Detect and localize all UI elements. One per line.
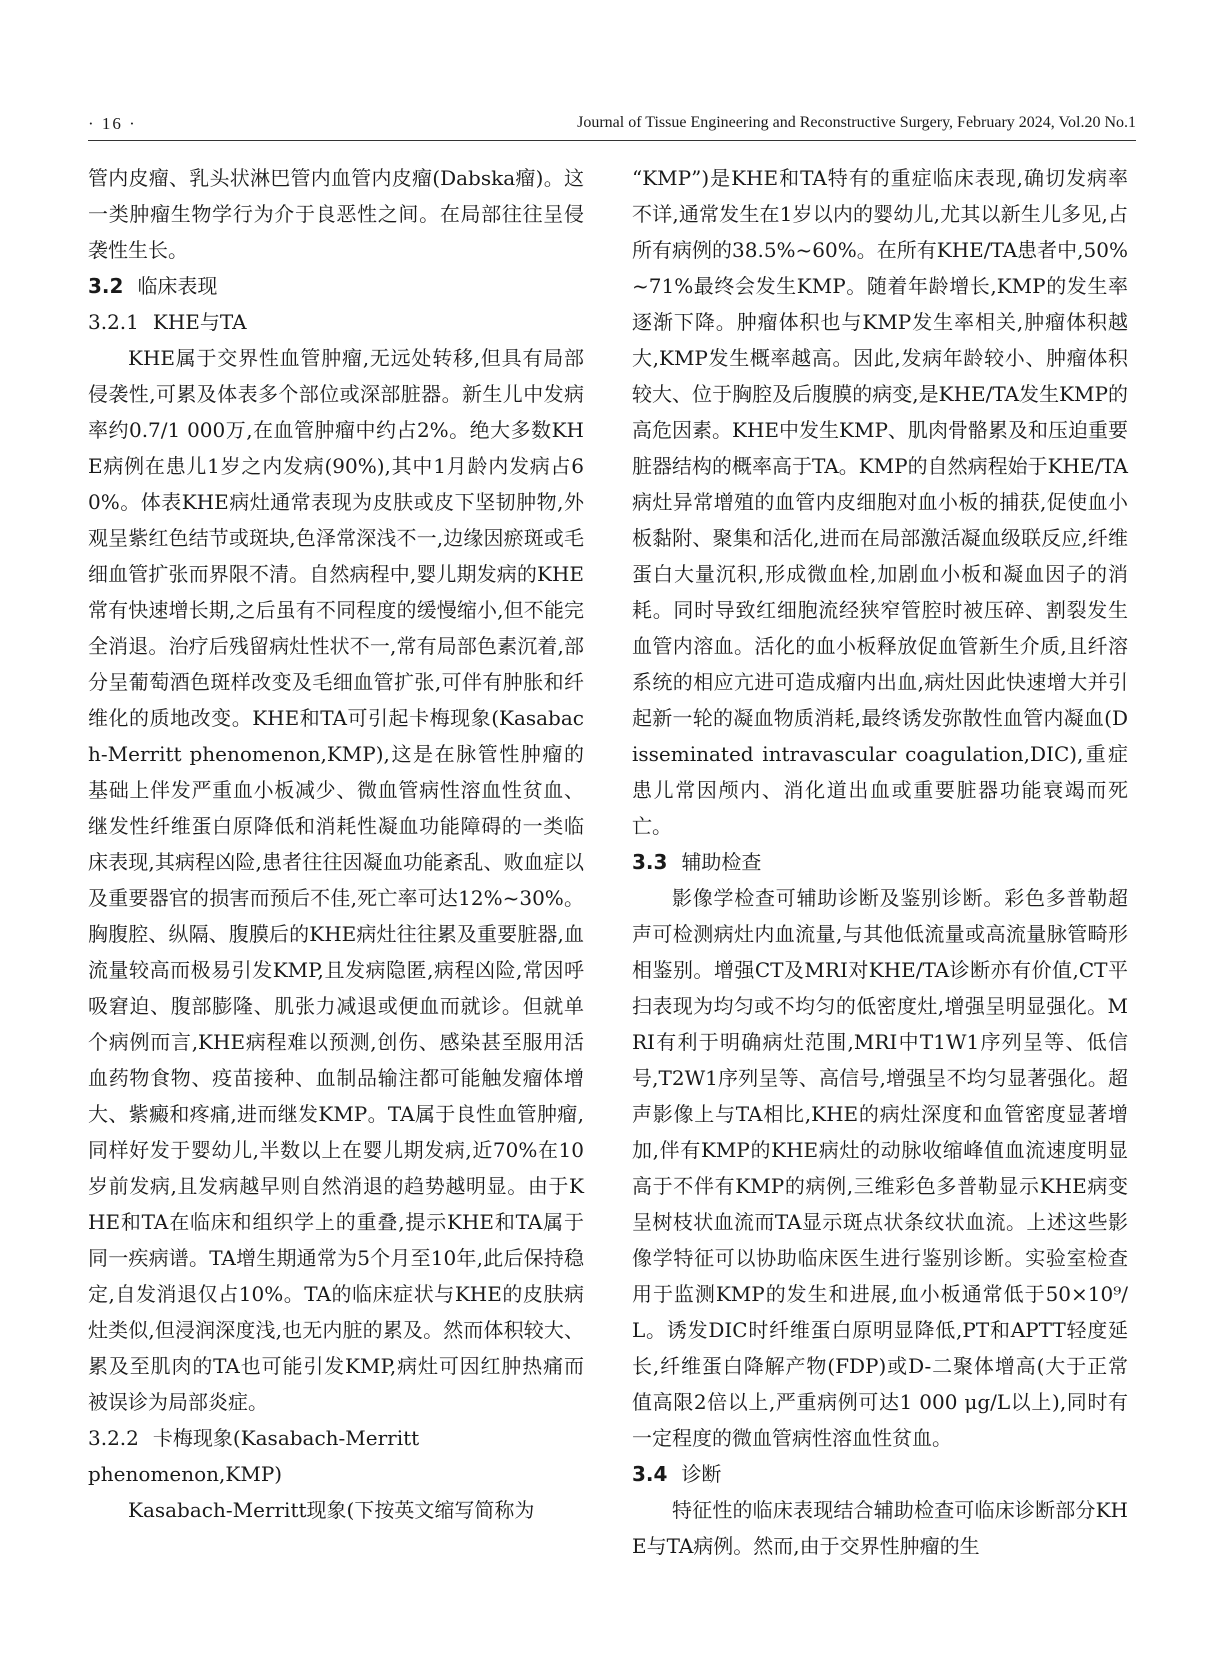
section-heading-3-4: [632, 1456, 1128, 1492]
section-heading-3-2: [88, 268, 584, 304]
section-title: 诊断: [681, 1462, 722, 1486]
kmp-paragraph-continued: “KMP”)是KHE和TA特有的重症临床表现,确切发病率不详,通常发生在1岁以内的婴幼儿,尤其以新生儿多见,占所有病例的38.5%~60%。在所有KHE/TA患者中,50%~71%最终会发生KMP。随着年龄增长,KMP的发生率逐渐下降。肿瘤体积也与KMP发生率相关,肿瘤体积越大,KMP发生概率越高。因此,发病年龄较小、肿瘤体积较大、位于胸腔及后腹膜的病变,是KHE/TA发生KMP的高危因素。KHE中发生KMP、肌肉骨骼累及和压迫重要脏器结构的概率高于TA。KMP的自然病程始于KHE/TA病灶异常增殖的血管内皮细胞对血小板的捕获,促使血小板黏附、聚集和活化,进而在局部激活凝血级联反应,纤维蛋白大量沉积,形成微血栓,加剧血小板和凝血因子的消耗。同时导致红细胞流经狭窄管腔时被压碎、割裂发生血管内溶血。活化的血小板释放促血管新生介质,且纤溶系统的相应亢进可造成瘤内出血,病灶因此快速增大并引起新一轮的凝血物质消耗,最终诱发弥散性血管内凝血(Disseminated intravascular coagulation,DIC),重症患儿常因颅内、消化道出血或重要脏器功能衰竭而死亡。: [632, 166, 1128, 838]
page-number: · 16 ·: [88, 114, 137, 133]
auxiliary-exam-paragraph: 影像学检查可辅助诊断及鉴别诊断。彩色多普勒超声可检测病灶内血流量,与其他低流量或高流量脉管畸形相鉴别。增强CT及MRI对KHE/TA诊断亦有价值,CT平扫表现为均匀或不均匀的低密度灶,增强呈明显强化。MRI有利于明确病灶范围,MRI中T1W1序列呈等、低信号,T2W1序列呈等、高信号,增强呈不均匀显著强化。超声影像上与TA相比,KHE的病灶深度和血管密度显著增加,伴有KMP的KHE病灶的动脉收缩峰值血流速度明显高于不伴有KMP的病例,三维彩色多普勒显示KHE病变呈树枝状血流而TA显示斑点状条纹状血流。上述这些影像学特征可以协助临床医生进行鉴别诊断。实验室检查用于监测KMP的发生和进展,血小板通常低于50×10⁹/L。诱发DIC时纤维蛋白原明显降低,PT和APTT轻度延长,纤维蛋白降解产物(FDP)或D-二聚体增高(大于正常值高限2倍以上,严重病例可达1 000 μg/L以上),同时有一定程度的微血管病性溶血性贫血。: [632, 886, 1128, 1450]
section-title: 辅助检查: [681, 850, 762, 874]
running-header: [88, 110, 1136, 141]
section-number: 3.3: [632, 850, 668, 874]
subsection-title: KHE与TA: [152, 310, 247, 334]
subsection-heading-3-2-2: [88, 1420, 584, 1492]
diagnosis-paragraph: 特征性的临床表现结合辅助检查可临床诊断部分KHE与TA病例。然而,由于交界性肿瘤的生: [632, 1498, 1128, 1558]
right-column: [632, 160, 1128, 1564]
subsection-heading-3-2-1: [88, 304, 584, 340]
left-column: [88, 160, 584, 1528]
kmp-paragraph-start: Kasabach-Merritt现象(下按英文缩写简称为: [128, 1498, 535, 1522]
section-heading-3-3: [632, 844, 1128, 880]
section-number: 3.2: [88, 274, 124, 298]
subsection-title: 卡梅现象(Kasabach-Merritt phenomenon,KMP): [88, 1426, 420, 1486]
journal-citation: Journal of Tissue Engineering and Reconstructive Surgery, February 2024, Vol.20 No.1: [577, 114, 1136, 131]
subsection-number: 3.2.2: [88, 1426, 139, 1450]
section-number: 3.4: [632, 1462, 668, 1486]
subsection-number: 3.2.1: [88, 310, 139, 334]
khe-ta-paragraph: KHE属于交界性血管肿瘤,无远处转移,但具有局部侵袭性,可累及体表多个部位或深部脏器。新生儿中发病率约0.7/1 000万,在血管肿瘤中约占2%。绝大多数KHE病例在患儿1岁之内发病(90%),其中1月龄内发病占60%。体表KHE病灶通常表现为皮肤或皮下坚韧肿物,外观呈紫红色结节或斑块,色泽常深浅不一,边缘因瘀斑或毛细血管扩张而界限不清。自然病程中,婴儿期发病的KHE常有快速增长期,之后虽有不同程度的缓慢缩小,但不能完全消退。治疗后残留病灶性状不一,常有局部色素沉着,部分呈葡萄酒色斑样改变及毛细血管扩张,可伴有肿胀和纤维化的质地改变。KHE和TA可引起卡梅现象(Kasabach-Merritt phenomenon,KMP),这是在脉管性肿瘤的基础上伴发严重血小板减少、微血管病性溶血性贫血、继发性纤维蛋白原降低和消耗性凝血功能障碍的一类临床表现,其病程凶险,患者往往因凝血功能紊乱、败血症以及重要器官的损害而预后不佳,死亡率可达12%~30%。胸腹腔、纵隔、腹膜后的KHE病灶往往累及重要脏器,血流量较高而极易引发KMP,且发病隐匿,病程凶险,常因呼吸窘迫、腹部膨隆、肌张力减退或便血而就诊。但就单个病例而言,KHE病程难以预测,创伤、感染甚至服用活血药物食物、疫苗接种、血制品输注都可能触发瘤体增大、紫癜和疼痛,进而继发KMP。TA属于良性血管肿瘤,同样好发于婴幼儿,半数以上在婴儿期发病,近70%在10岁前发病,且发病越早则自然消退的趋势越明显。由于KHE和TA在临床和组织学上的重叠,提示KHE和TA属于同一疾病谱。TA增生期通常为5个月至10年,此后保持稳定,自发消退仅占10%。TA的临床症状与KHE的皮肤病灶类似,但浸润深度浅,也无内脏的累及。然而体积较大、累及至肌肉的TA也可能引发KMP,病灶可因红肿热痛而被误诊为局部炎症。: [88, 346, 584, 1414]
section-title: 临床表现: [137, 274, 218, 298]
intro-paragraph: 管内皮瘤、乳头状淋巴管内血管内皮瘤(Dabska瘤)。这一类肿瘤生物学行为介于良恶性之间。在局部往往呈侵袭性生长。: [88, 166, 584, 262]
